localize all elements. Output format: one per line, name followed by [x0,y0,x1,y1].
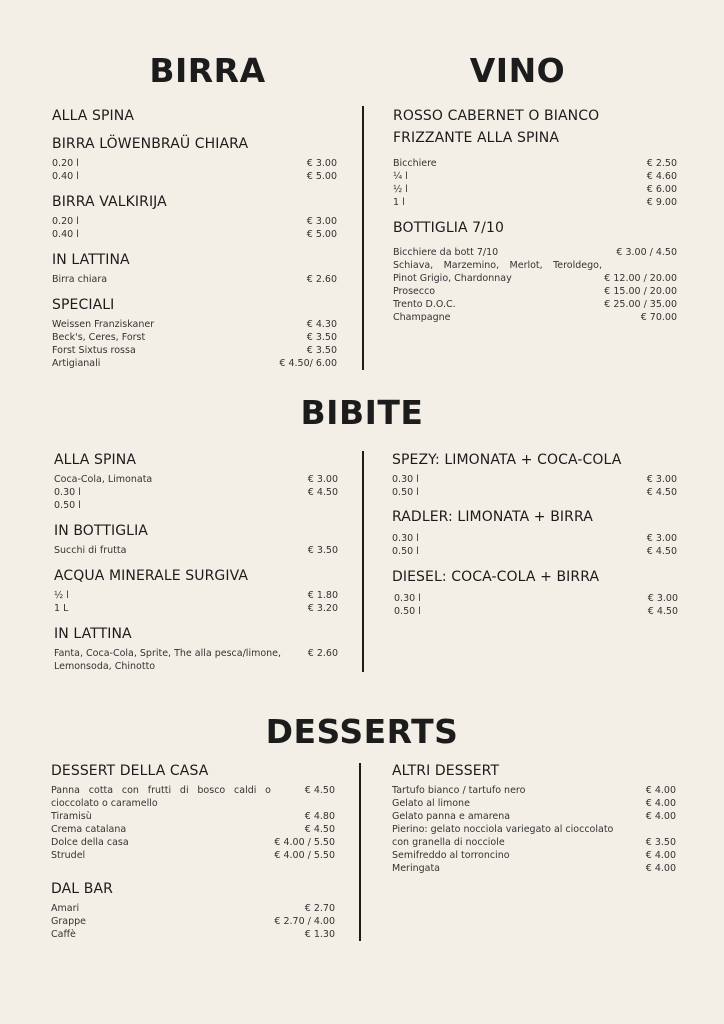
menu-row: Tiramisù € 4.80 [51,811,335,822]
rosso-heading-line1: ROSSO CABERNET O BIANCO [393,108,600,124]
menu-row: Gelato panna e amarena € 4.00 [392,811,676,822]
acqua-heading: ACQUA MINERALE SURGIVA [54,568,249,584]
menu-row: 0.20 l € 3.00 [52,216,337,227]
menu-row: Pierino: gelato nocciola variegato al cioccolato [392,824,614,835]
menu-row: 0.40 l € 5.00 [52,229,337,240]
rosso-heading-line2: FRIZZANTE ALLA SPINA [393,130,560,146]
menu-row: 0.50 l [54,500,81,511]
dessert-casa-heading: DESSERT DELLA CASA [51,763,209,779]
menu-row: Bicchiere da bott 7/10 € 3.00 / 4.50 [393,247,677,258]
in-bottiglia-heading: IN BOTTIGLIA [54,523,148,539]
spezy-heading: SPEZY: LIMONATA + COCA-COLA [392,452,622,468]
menu-row: Succhi di frutta € 3.50 [54,545,338,556]
altri-dessert-heading: ALTRI DESSERT [392,763,500,779]
menu-row: 0.30 l € 3.00 [394,593,678,604]
menu-row: Tartufo bianco / tartufo nero € 4.00 [392,785,676,796]
menu-row: ¼ l € 4.60 [393,171,677,182]
menu-row: Artigianali € 4.50/ 6.00 [52,358,337,369]
bibite-alla-spina-heading: ALLA SPINA [54,452,137,468]
menu-row: 0.20 l € 3.00 [52,158,337,169]
menu-row: 0.30 l € 3.00 [392,474,677,485]
birra-title: BIRRA [149,51,266,90]
bibite-title: BIBITE [300,393,424,432]
menu-row: ½ l € 1.80 [54,590,338,601]
valkirija-heading: BIRRA VALKIRIJA [52,194,167,210]
menu-row: Pinot Grigio, Chardonnay € 12.00 / 20.00 [393,273,677,284]
desserts-title: DESSERTS [265,712,459,751]
divider [359,763,361,941]
menu-row: 0.50 l € 4.50 [394,606,678,617]
birra-alla-spina-heading: ALLA SPINA [52,108,135,124]
menu-row: ½ l € 6.00 [393,184,677,195]
menu-row: 0.30 l € 3.00 [392,533,677,544]
menu-row: 0.30 l € 4.50 [54,487,338,498]
diesel-heading: DIESEL: COCA-COLA + BIRRA [392,569,600,585]
menu-row: Coca-Cola, Limonata € 3.00 [54,474,338,485]
wine-list: Schiava, Marzemino, Merlot, Teroldego, [393,260,602,271]
menu-row: 0.50 l € 4.50 [392,546,677,557]
speciali-heading: SPECIALI [52,297,115,313]
menu-row: Bicchiere € 2.50 [393,158,677,169]
menu-row: Beck's, Ceres, Forst € 3.50 [52,332,337,343]
menu-row: Panna cotta con frutti di bosco caldi o € 4.50 [51,785,335,796]
menu-row: Meringata € 4.00 [392,863,676,874]
menu-row: Birra chiara € 2.60 [52,274,337,285]
menu-row: Caffè € 1.30 [51,929,335,940]
menu-row: Trento D.O.C. € 25.00 / 35.00 [393,299,677,310]
menu-row: Dolce della casa € 4.00 / 5.50 [51,837,335,848]
dal-bar-heading: DAL BAR [51,881,113,897]
menu-row: 1 l € 9.00 [393,197,677,208]
menu-row: Lemonsoda, Chinotto [54,661,156,672]
menu-row: Prosecco € 15.00 / 20.00 [393,286,677,297]
menu-row: Crema catalana € 4.50 [51,824,335,835]
menu-row: Champagne € 70.00 [393,312,677,323]
menu-row: con granella di nocciole € 3.50 [392,837,676,848]
divider [362,451,364,672]
bottiglia-heading: BOTTIGLIA 7/10 [393,220,505,236]
menu-row: cioccolato o caramello [51,798,158,809]
menu-row: Forst Sixtus rossa € 3.50 [52,345,337,356]
bibite-lattina-heading: IN LATTINA [54,626,132,642]
menu-row: 1 L € 3.20 [54,603,338,614]
menu-row: Gelato al limone € 4.00 [392,798,676,809]
menu-row: 0.50 l € 4.50 [392,487,677,498]
menu-row: 0.40 l € 5.00 [52,171,337,182]
radler-heading: RADLER: LIMONATA + BIRRA [392,509,593,525]
divider [362,106,364,370]
menu-row: Strudel € 4.00 / 5.50 [51,850,335,861]
menu-row: Grappe € 2.70 / 4.00 [51,916,335,927]
menu-row: Amari € 2.70 [51,903,335,914]
menu-row: Semifreddo al torroncino € 4.00 [392,850,676,861]
birra-lattina-heading: IN LATTINA [52,252,130,268]
menu-row: Fanta, Coca-Cola, Sprite, The alla pesca/limone, € 2.60 [54,648,338,659]
menu-row: Weissen Franziskaner € 4.30 [52,319,337,330]
vino-title: VINO [469,51,566,90]
lowenbrau-heading: BIRRA LÖWENBRAÜ CHIARA [52,136,249,152]
